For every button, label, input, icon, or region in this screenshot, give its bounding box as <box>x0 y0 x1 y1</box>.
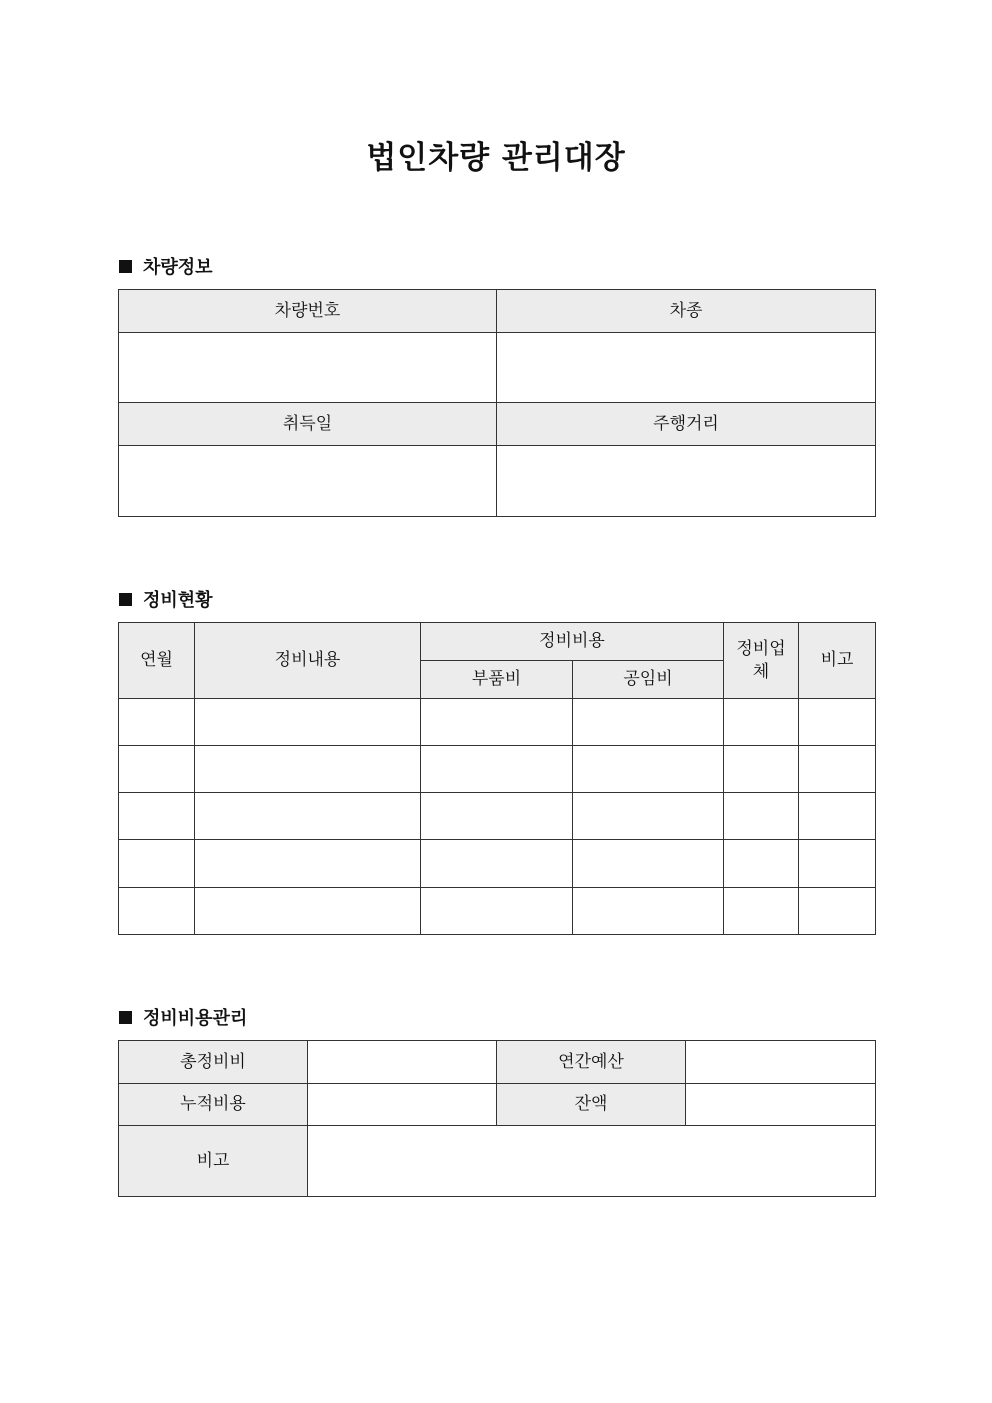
plate-number-field[interactable] <box>119 333 497 403</box>
cost-management-heading-label: 정비비용관리 <box>143 1008 248 1029</box>
cost-management-heading <box>119 1004 247 1030</box>
parts-header: 부품비 <box>421 661 573 699</box>
table-row <box>119 840 876 888</box>
note-label: 비고 <box>119 1126 308 1197</box>
content-cell[interactable] <box>195 746 421 793</box>
total-cost-field[interactable] <box>308 1041 497 1084</box>
balance-field[interactable] <box>686 1084 876 1126</box>
year-month-header: 연월 <box>119 623 195 699</box>
mileage-field[interactable] <box>497 446 876 517</box>
parts-cell[interactable] <box>421 793 573 840</box>
square-bullet-icon <box>119 593 132 606</box>
note-cell[interactable] <box>799 746 876 793</box>
square-bullet-icon <box>119 1011 132 1024</box>
vehicle-info-heading-label: 차량정보 <box>143 257 213 278</box>
total-cost-label: 총정비비 <box>119 1041 308 1084</box>
acquisition-date-label: 취득일 <box>119 403 497 446</box>
note-cell[interactable] <box>799 699 876 746</box>
note-field[interactable] <box>308 1126 876 1197</box>
parts-cell[interactable] <box>421 840 573 888</box>
content-cell[interactable] <box>195 793 421 840</box>
content-header: 정비내용 <box>195 623 421 699</box>
page-title: 법인차량 관리대장 <box>366 140 626 176</box>
vendor-cell[interactable] <box>724 793 799 840</box>
vendor-cell[interactable] <box>724 746 799 793</box>
model-label: 차종 <box>497 290 876 333</box>
labor-cell[interactable] <box>573 840 724 888</box>
cumulative-cost-label: 누적비용 <box>119 1084 308 1126</box>
year-month-cell[interactable] <box>119 840 195 888</box>
table-row <box>119 699 876 746</box>
square-bullet-icon <box>119 260 132 273</box>
labor-cell[interactable] <box>573 888 724 935</box>
labor-header: 공임비 <box>573 661 724 699</box>
cost-header: 정비비용 <box>421 623 724 661</box>
note-cell[interactable] <box>799 840 876 888</box>
note-header: 비고 <box>799 623 876 699</box>
annual-budget-field[interactable] <box>686 1041 876 1084</box>
note-cell[interactable] <box>799 793 876 840</box>
year-month-cell[interactable] <box>119 699 195 746</box>
parts-cell[interactable] <box>421 699 573 746</box>
parts-cell[interactable] <box>421 746 573 793</box>
mileage-label: 주행거리 <box>497 403 876 446</box>
note-cell[interactable] <box>799 888 876 935</box>
vendor-cell[interactable] <box>724 840 799 888</box>
table-row <box>119 746 876 793</box>
labor-cell[interactable] <box>573 793 724 840</box>
model-field[interactable] <box>497 333 876 403</box>
maintenance-status-heading <box>119 586 213 612</box>
table-row <box>119 888 876 935</box>
content-cell[interactable] <box>195 888 421 935</box>
vendor-header: 정비업체 <box>724 623 799 699</box>
balance-label: 잔액 <box>497 1084 686 1126</box>
year-month-cell[interactable] <box>119 888 195 935</box>
acquisition-date-field[interactable] <box>119 446 497 517</box>
vehicle-info-heading <box>119 253 213 279</box>
cumulative-cost-field[interactable] <box>308 1084 497 1126</box>
vendor-cell[interactable] <box>724 888 799 935</box>
year-month-cell[interactable] <box>119 746 195 793</box>
maintenance-status-heading-label: 정비현황 <box>143 590 213 611</box>
content-cell[interactable] <box>195 699 421 746</box>
vendor-cell[interactable] <box>724 699 799 746</box>
parts-cell[interactable] <box>421 888 573 935</box>
annual-budget-label: 연간예산 <box>497 1041 686 1084</box>
labor-cell[interactable] <box>573 746 724 793</box>
year-month-cell[interactable] <box>119 793 195 840</box>
labor-cell[interactable] <box>573 699 724 746</box>
cost-management-table <box>118 1040 876 1197</box>
vehicle-info-table <box>118 289 876 517</box>
maintenance-status-table <box>118 622 876 935</box>
content-cell[interactable] <box>195 840 421 888</box>
table-row <box>119 793 876 840</box>
plate-number-label: 차량번호 <box>119 290 497 333</box>
